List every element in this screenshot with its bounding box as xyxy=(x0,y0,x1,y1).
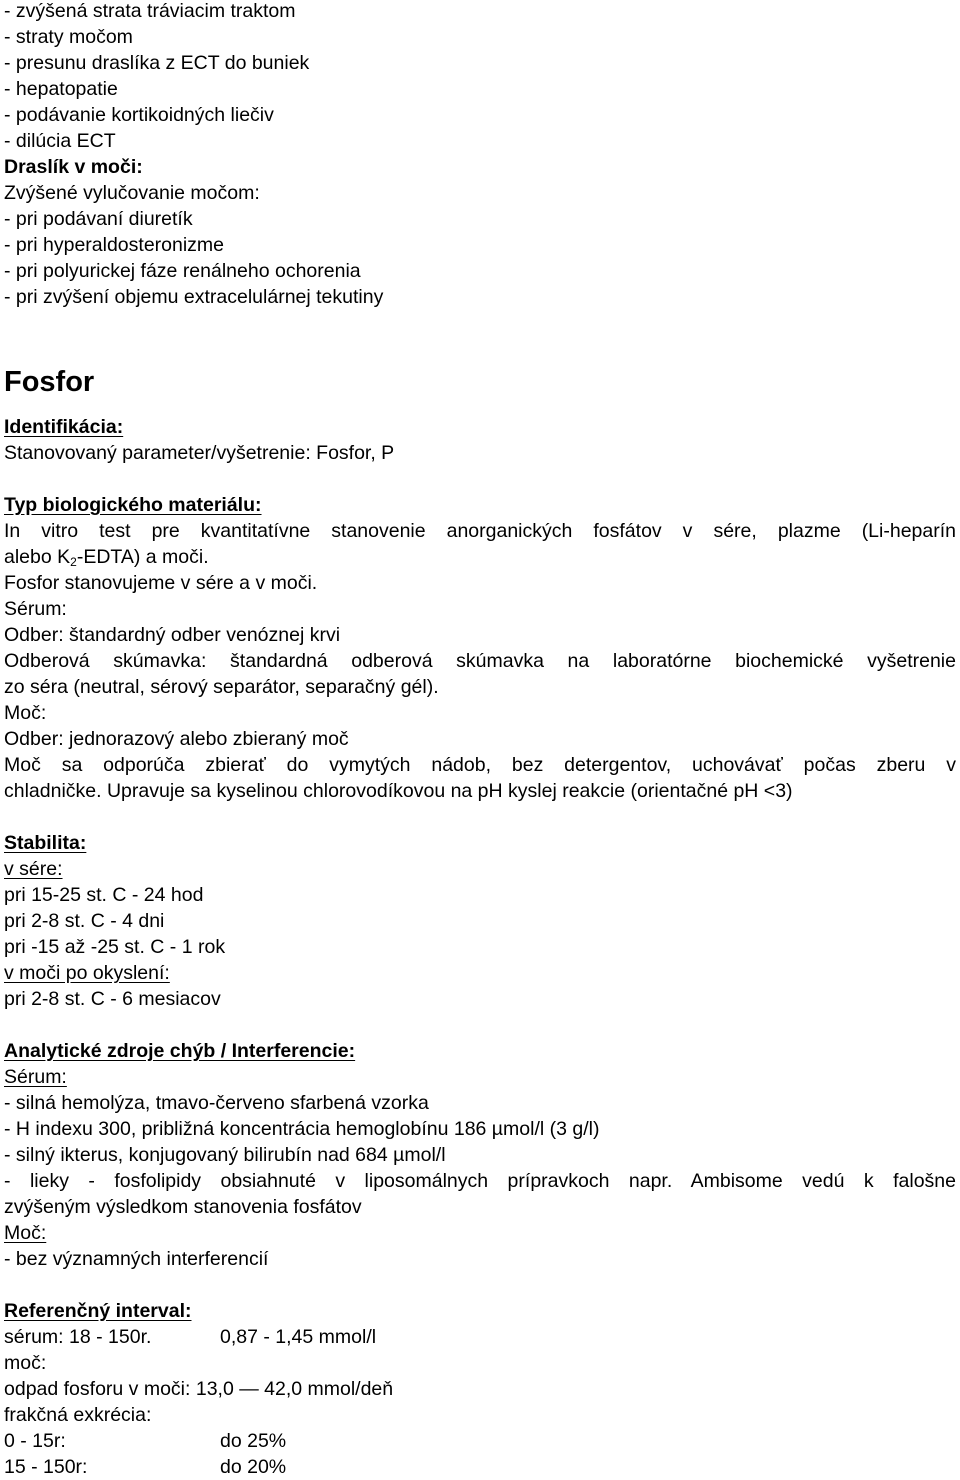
list-item: - silný ikterus, konjugovaný bilirubín nad 684 µmol/l xyxy=(4,1144,446,1166)
list-item: - pri polyurickej fáze renálneho ochorenia xyxy=(4,260,361,282)
page-title: Fosfor xyxy=(4,366,95,398)
v-sere-label: v sére: xyxy=(4,858,63,880)
material-line: Fosfor stanovujeme v sére a v moči. xyxy=(4,572,318,594)
frakcna-label: frakčná exkrécia: xyxy=(4,1404,152,1426)
material-heading: Typ biologického materiálu: xyxy=(4,494,262,516)
list-item: - zvýšená strata tráviacim traktom xyxy=(4,0,296,22)
stabilita-section xyxy=(4,830,956,1012)
serum-skumavka: zo séra (neutral, sérový separátor, separačný gél). xyxy=(4,676,439,698)
serum-skumavka: Odberová skúmavka: štandardná odberová skúmavka na laboratórne biochemické vyšetrenie xyxy=(4,650,956,672)
referencny-section xyxy=(4,1298,956,1480)
list-item: - lieky - fosfolipidy obsiahnuté v liposomálnych prípravkoch napr. Ambisome vedú k falošne xyxy=(4,1170,956,1192)
moc-text: chladničke. Upravuje sa kyselinou chlorovodíkovou na pH kyslej reakcie (orientačné pH <3) xyxy=(4,780,793,802)
identifikacia-heading: Identifikácia: xyxy=(4,416,124,438)
draslik-heading: Draslík v moči: xyxy=(4,156,143,178)
list-item: - presunu draslíka z ECT do buniek xyxy=(4,52,310,74)
moc-label: Moč: xyxy=(4,702,47,724)
list-item: - dilúcia ECT xyxy=(4,130,116,152)
list-item: - podávanie kortikoidných liečiv xyxy=(4,104,274,126)
table-row: 15 - 150r: do 20% xyxy=(4,1456,287,1478)
list-item: - silná hemolýza, tmavo-červeno sfarbená vzorka xyxy=(4,1092,429,1114)
list-item: pri 2-8 st. C - 6 mesiacov xyxy=(4,988,221,1010)
moc-odber: Odber: jednorazový alebo zbieraný moč xyxy=(4,728,349,750)
table-row: 0 - 15r: do 25% xyxy=(4,1430,287,1452)
list-item: - pri zvýšení objemu extracelulárnej tekutiny xyxy=(4,286,384,308)
moc-label: moč: xyxy=(4,1352,47,1374)
list-item: pri 15-25 st. C - 24 hod xyxy=(4,884,204,906)
material-line: In vitro test pre kvantitatívne stanovenie anorganických fosfátov v sére, plazme (Li-heparín xyxy=(4,520,956,542)
odpad-line: odpad fosforu v moči: 13,0 — 42,0 mmol/deň xyxy=(4,1378,394,1400)
material-section xyxy=(4,492,956,804)
identifikacia-section xyxy=(4,414,956,466)
list-item: pri -15 až -25 st. C - 1 rok xyxy=(4,936,226,958)
stabilita-heading: Stabilita: xyxy=(4,832,87,854)
referencny-heading: Referenčný interval: xyxy=(4,1300,192,1322)
document-page xyxy=(4,0,956,1480)
identifikacia-text: Stanovovaný parameter/vyšetrenie: Fosfor, P xyxy=(4,442,395,464)
serum-odber: Odber: štandardný odber venóznej krvi xyxy=(4,624,341,646)
moc-text: Moč sa odporúča zbierať do vymytých nádob, bez detergentov, uchovávať počas zberu v xyxy=(4,754,956,776)
serum-label: Sérum: xyxy=(4,1066,67,1088)
interferencie-section xyxy=(4,1038,956,1272)
material-line: alebo $K_2-EDTA$) a moči. xyxy=(4,546,209,569)
top-list xyxy=(4,0,956,154)
draslik-intro: Zvýšené vylučovanie močom: xyxy=(4,182,260,204)
list-item: - pri podávaní diuretík xyxy=(4,208,193,230)
moc-label: Moč: xyxy=(4,1222,47,1244)
list-item: zvýšeným výsledkom stanovenia fosfátov xyxy=(4,1196,362,1218)
draslik-section xyxy=(4,154,956,310)
list-item: - bez významných interferencií xyxy=(4,1248,269,1270)
list-item: - straty močom xyxy=(4,26,133,48)
v-moci-label: v moči po okyslení: xyxy=(4,962,170,984)
list-item: - pri hyperaldosteronizme xyxy=(4,234,225,256)
list-item: - hepatopatie xyxy=(4,78,118,100)
list-item: pri 2-8 st. C - 4 dni xyxy=(4,910,165,932)
interferencie-heading: Analytické zdroje chýb / Interferencie: xyxy=(4,1040,356,1062)
serum-label: Sérum: xyxy=(4,598,67,620)
serum-row: sérum: 18 - 150r. 0,87 - 1,45 mmol/l xyxy=(4,1326,377,1348)
list-item: - H indexu 300, približná koncentrácia hemoglobínu 186 µmol/l (3 g/l) xyxy=(4,1118,600,1140)
